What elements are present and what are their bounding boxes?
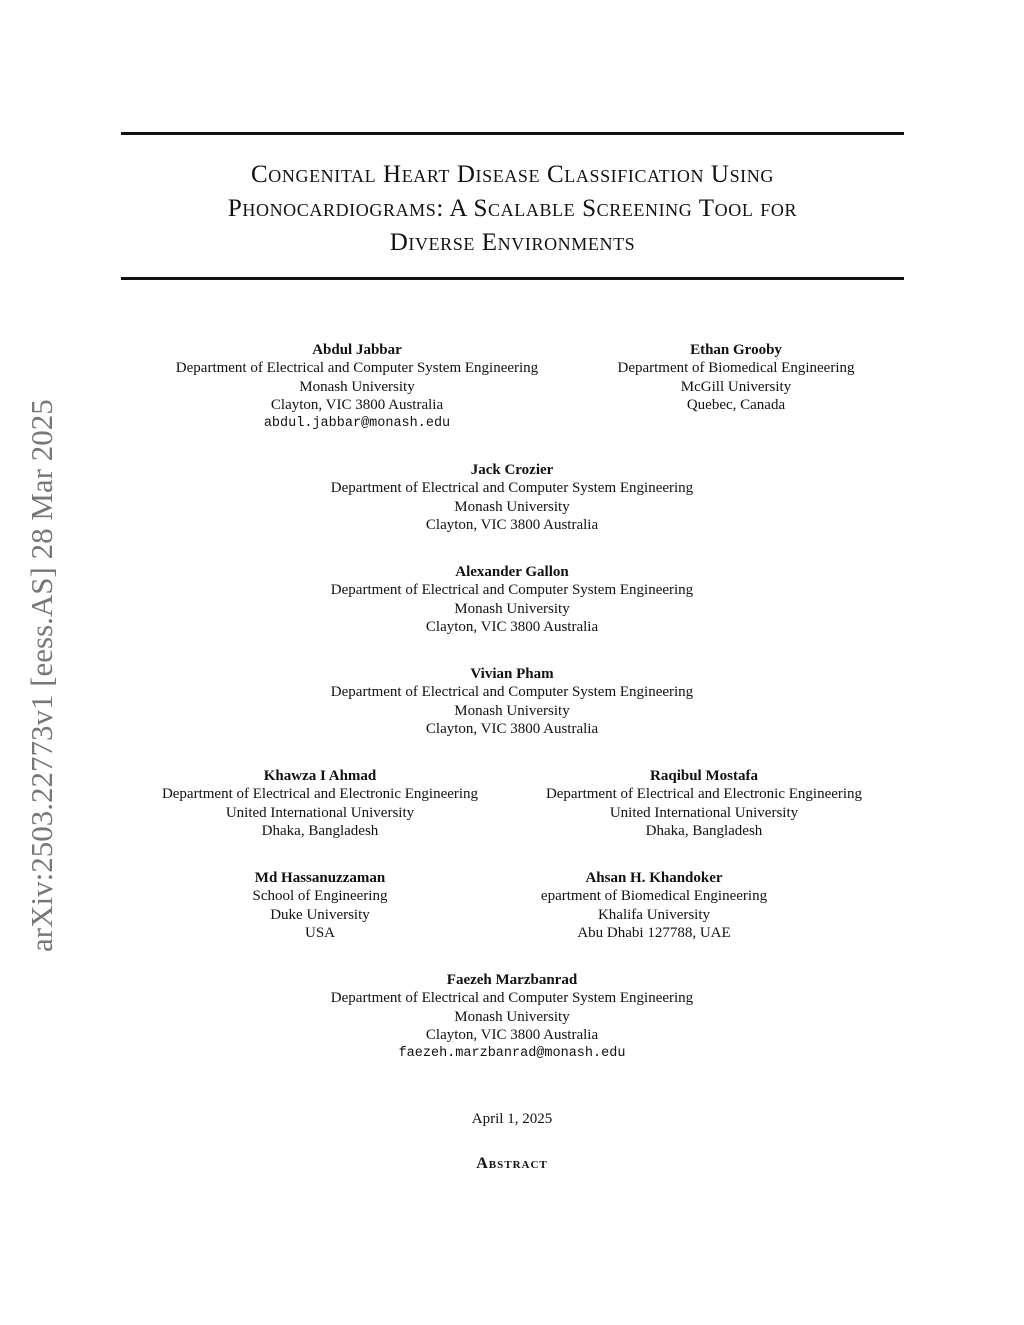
author-location: Clayton, VIC 3800 Australia xyxy=(425,517,599,534)
author-location: USA xyxy=(304,925,335,942)
author-institution: Monash University xyxy=(454,1008,570,1025)
author-institution: Khalifa University xyxy=(597,906,711,923)
author-block-ahsan-khandoker xyxy=(514,869,794,943)
author-block-jack-crozier xyxy=(262,461,762,535)
author-institution: Monash University xyxy=(454,702,570,719)
author-department: Department of Electrical and Electronic Engineering xyxy=(161,786,479,803)
author-location: Clayton, VIC 3800 Australia xyxy=(425,619,599,636)
author-name: Khawza I Ahmad xyxy=(263,768,377,784)
author-department: Department of Electrical and Computer System Engineering xyxy=(330,480,694,497)
author-institution: United International University xyxy=(609,804,799,821)
author-location: Clayton, VIC 3800 Australia xyxy=(425,721,599,738)
author-location: Clayton, VIC 3800 Australia xyxy=(425,1027,599,1044)
author-department: Department of Biomedical Engineering xyxy=(617,360,855,377)
author-department: Department of Electrical and Computer System Engineering xyxy=(330,582,694,599)
author-name: Faezeh Marzbanrad xyxy=(446,972,578,988)
author-location: Quebec, Canada xyxy=(686,397,786,414)
author-institution: Monash University xyxy=(454,498,570,515)
author-block-faezeh-marzbanrad xyxy=(262,971,762,1063)
author-block-alexander-gallon xyxy=(262,563,762,637)
author-institution: McGill University xyxy=(680,378,792,395)
author-name: Abdul Jabbar xyxy=(312,342,402,358)
title-line-2: Phonocardiograms: A Scalable Screening Tool for xyxy=(227,195,798,222)
author-institution: United International University xyxy=(225,804,415,821)
publication-date: April 1, 2025 xyxy=(471,1111,553,1127)
title-bottom-rule xyxy=(121,277,904,280)
author-location: Dhaka, Bangladesh xyxy=(645,823,763,840)
author-block-khawza-ahmad xyxy=(130,767,510,841)
arxiv-sidebar-identifier: arXiv:2503.22773v1 [eess.AS] 28 Mar 2025 xyxy=(24,399,59,952)
title-line-3: Diverse Environments xyxy=(389,229,636,256)
title-line-1: Congenital Heart Disease Classification Using xyxy=(251,161,774,188)
author-email[interactable]: faezeh.marzbanrad@monash.edu xyxy=(398,1045,626,1061)
author-block-md-hassanuzzaman xyxy=(180,869,460,943)
author-block-ethan-grooby xyxy=(586,341,886,415)
author-name: Ahsan H. Khandoker xyxy=(585,870,723,886)
author-location: Abu Dhabi 127788, UAE xyxy=(577,925,731,942)
author-institution: Monash University xyxy=(454,600,570,617)
author-institution: Duke University xyxy=(270,906,370,923)
abstract-heading: Abstract xyxy=(476,1155,548,1172)
author-department: Department of Electrical and Computer System Engineering xyxy=(175,360,539,377)
author-name: Jack Crozier xyxy=(470,462,554,478)
author-name: Alexander Gallon xyxy=(455,564,569,580)
author-location: Clayton, VIC 3800 Australia xyxy=(270,397,444,414)
author-department: School of Engineering xyxy=(252,888,388,905)
author-location: Dhaka, Bangladesh xyxy=(261,823,379,840)
author-department: epartment of Biomedical Engineering xyxy=(540,888,768,905)
author-block-raqibul-mostafa xyxy=(514,767,894,841)
author-block-vivian-pham xyxy=(262,665,762,739)
author-name: Raqibul Mostafa xyxy=(650,768,758,784)
author-name: Ethan Grooby xyxy=(690,342,782,358)
author-department: Department of Electrical and Computer System Engineering xyxy=(330,990,694,1007)
paper-title xyxy=(121,158,904,260)
author-department: Department of Electrical and Computer System Engineering xyxy=(330,684,694,701)
author-email[interactable]: abdul.jabbar@monash.edu xyxy=(263,415,451,431)
author-institution: Monash University xyxy=(299,378,415,395)
author-department: Department of Electrical and Electronic Engineering xyxy=(545,786,863,803)
author-name: Md Hassanuzzaman xyxy=(254,870,386,886)
author-block-abdul-jabbar xyxy=(137,341,577,433)
title-top-rule xyxy=(121,132,904,135)
author-name: Vivian Pham xyxy=(470,666,554,682)
